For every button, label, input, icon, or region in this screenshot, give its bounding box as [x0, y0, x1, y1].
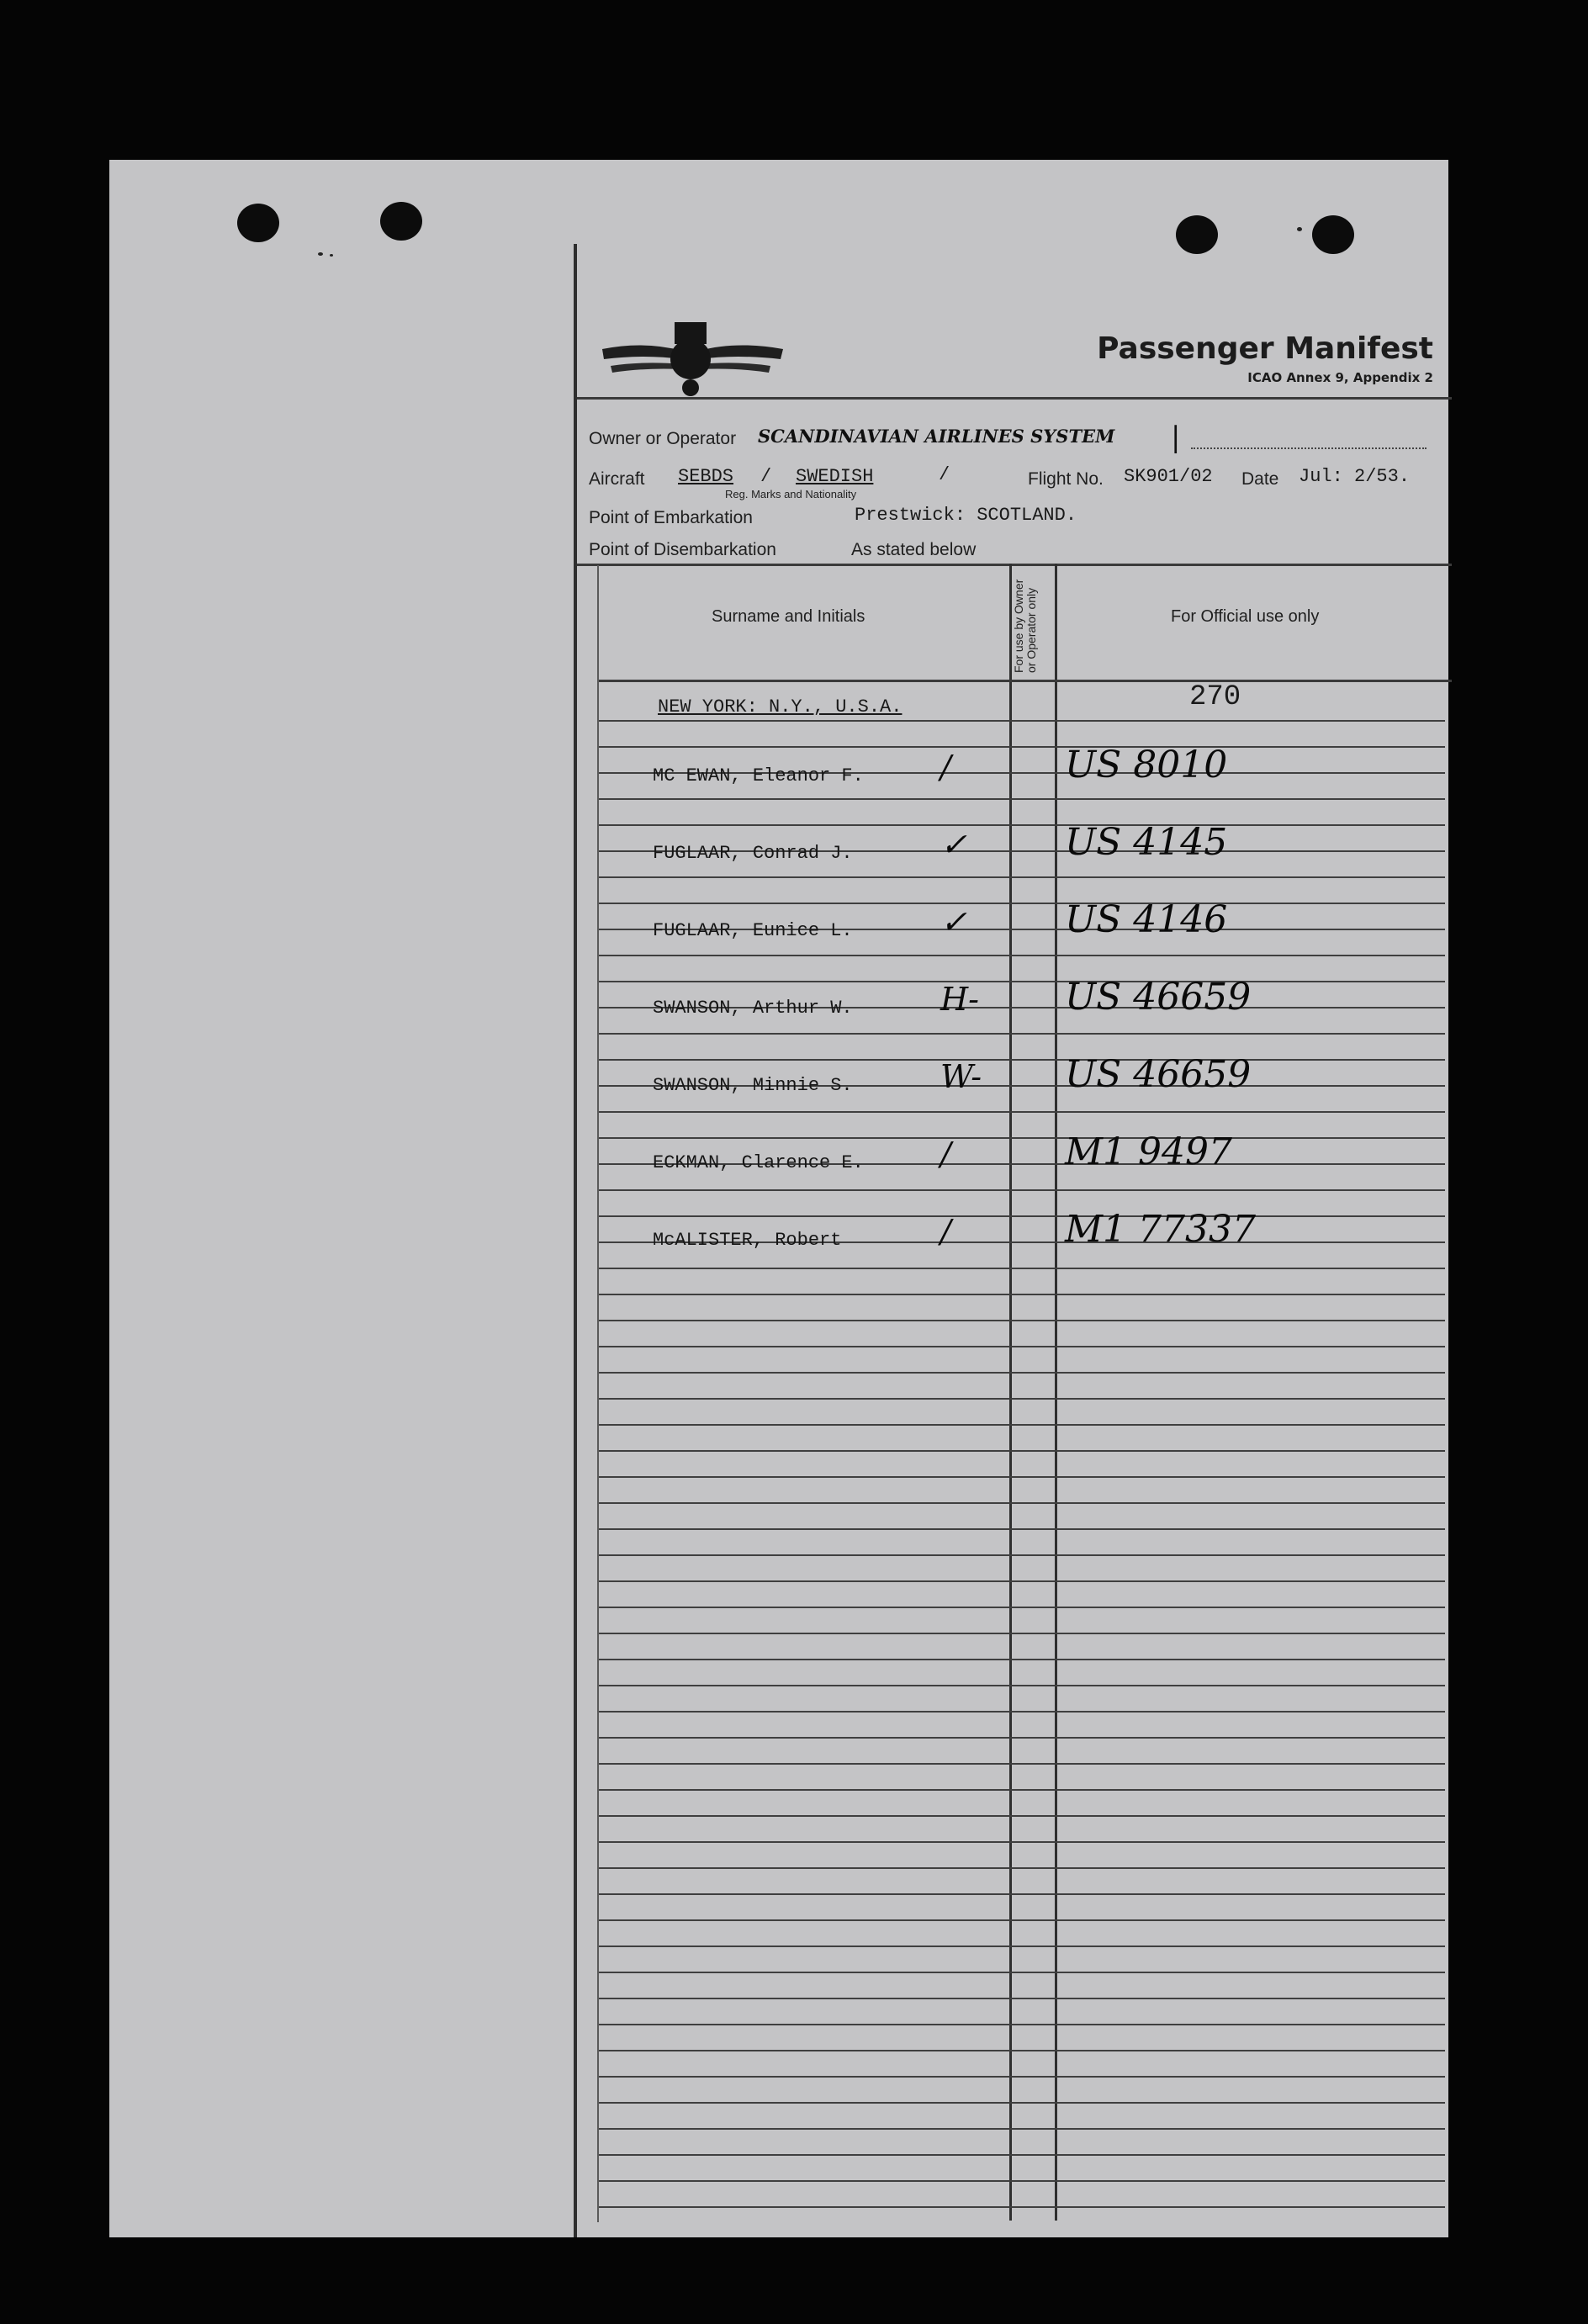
passenger-name: MC EWAN, Eleanor F. [653, 765, 864, 786]
ruled-line [597, 1268, 1445, 1269]
aircraft-slash: / [939, 464, 950, 485]
ruled-line [597, 2024, 1445, 2025]
ruled-line [597, 720, 1445, 722]
manifest-form [574, 244, 1452, 2237]
passenger-name: FUGLAAR, Conrad J. [653, 843, 853, 864]
ruled-line [597, 1346, 1445, 1347]
ruled-line [597, 1633, 1445, 1634]
passenger-name: ECKMAN, Clarence E. [653, 1152, 864, 1173]
ruled-line [597, 1737, 1445, 1739]
punch-hole [380, 202, 422, 241]
ruled-line [597, 903, 1445, 904]
owner-value: SCANDINAVIAN AIRLINES SYSTEM [758, 426, 1115, 447]
ruled-line [597, 1189, 1445, 1191]
speck [318, 252, 323, 256]
passenger-name: FUGLAAR, Eunice L. [653, 920, 853, 941]
ruled-line [597, 1607, 1445, 1608]
passenger-name: McALISTER, Robert [653, 1230, 842, 1251]
owner-label: Owner or Operator [589, 429, 737, 448]
ruled-line [597, 1972, 1445, 1973]
date-label: Date [1241, 469, 1279, 489]
ruled-line [597, 1294, 1445, 1295]
official-number: US 46659 [1065, 1053, 1252, 1096]
ruled-line [597, 1059, 1445, 1061]
operator-check-mark: / [940, 749, 951, 786]
divider [577, 397, 1452, 400]
ruled-line [597, 1137, 1445, 1139]
ruled-line [597, 1502, 1445, 1504]
form-subtitle: ICAO Annex 9, Appendix 2 [1247, 370, 1433, 385]
flight-value: SK901/02 [1124, 466, 1213, 487]
ruled-line [597, 1528, 1445, 1530]
aircraft-reg: SEBDS [678, 466, 734, 487]
ruled-line [597, 2206, 1445, 2208]
ruled-line [597, 1659, 1445, 1660]
owner-tick: | [1171, 421, 1181, 454]
ruled-line [597, 1711, 1445, 1713]
official-number: US 4145 [1065, 821, 1228, 864]
ruled-line [597, 1424, 1445, 1426]
ruled-line [597, 2154, 1445, 2156]
ruled-line [597, 981, 1445, 982]
official-number: M1 9497 [1065, 1130, 1233, 1173]
col-owner-header: For use by Owner or Operator only [1012, 579, 1038, 673]
operator-check-mark: W- [940, 1058, 982, 1095]
ruled-line [597, 1685, 1445, 1686]
official-number: M1 77337 [1065, 1208, 1257, 1251]
ruled-line [597, 2076, 1445, 2078]
ruled-line [597, 1398, 1445, 1400]
operator-check-mark: H- [940, 981, 979, 1018]
passenger-name: SWANSON, Minnie S. [653, 1075, 853, 1096]
aircraft-nationality: SWEDISH [796, 466, 874, 487]
destination-code: 270 [1189, 681, 1241, 713]
ruled-line [597, 1215, 1445, 1217]
ruled-line [597, 824, 1445, 826]
ruled-line [597, 1111, 1445, 1113]
speck [1297, 227, 1302, 231]
destination: NEW YORK: N.Y., U.S.A. [658, 696, 903, 717]
punch-hole [237, 204, 279, 242]
ruled-line [597, 798, 1445, 800]
ruled-line [597, 2102, 1445, 2104]
ruled-line [597, 746, 1445, 748]
official-number: US 8010 [1065, 744, 1228, 786]
reg-marks-caption: Reg. Marks and Nationality [725, 488, 857, 500]
ruled-line [597, 955, 1445, 956]
official-number: US 4146 [1065, 898, 1228, 941]
ruled-line [597, 1320, 1445, 1321]
embark-value: Prestwick: SCOTLAND. [855, 505, 1077, 526]
ruled-line [597, 2128, 1445, 2130]
aircraft-slash: / [760, 466, 772, 487]
disembark-value: As stated below [851, 540, 977, 559]
ruled-line [597, 1841, 1445, 1843]
ruled-line [597, 1945, 1445, 1947]
operator-check-mark: ✓ [940, 826, 967, 863]
ruled-line [597, 1580, 1445, 1582]
header-rule [597, 680, 1452, 682]
col-surname-header: Surname and Initials [712, 607, 865, 626]
owner-dotted-line [1191, 447, 1427, 449]
left-margin-line [597, 565, 599, 2222]
official-number: US 46659 [1065, 976, 1252, 1019]
speck [330, 254, 333, 257]
ruled-line [597, 2180, 1445, 2182]
ruled-line [597, 876, 1445, 878]
passenger-name: SWANSON, Arthur W. [653, 998, 853, 1019]
ruled-line [597, 1815, 1445, 1817]
embark-label: Point of Embarkation [589, 508, 753, 527]
operator-check-mark: / [940, 1136, 951, 1173]
ruled-line [597, 1476, 1445, 1478]
flight-label: Flight No. [1028, 469, 1104, 489]
airline-logo [594, 315, 787, 400]
ruled-line [597, 1867, 1445, 1869]
date-value: Jul: 2/53. [1299, 466, 1411, 487]
ruled-line [597, 2050, 1445, 2051]
form-title: Passenger Manifest [1097, 331, 1433, 366]
operator-check-mark: ✓ [940, 903, 967, 940]
ruled-line [597, 1893, 1445, 1895]
ruled-line [597, 1919, 1445, 1921]
aircraft-label: Aircraft [589, 469, 645, 489]
ruled-line [597, 1763, 1445, 1765]
ruled-line [597, 1033, 1445, 1035]
operator-check-mark: / [940, 1213, 951, 1250]
ruled-line [597, 1789, 1445, 1791]
ruled-line [597, 1450, 1445, 1452]
ruled-line [597, 1998, 1445, 1999]
disembark-label: Point of Disembarkation [589, 540, 776, 559]
table-top-rule [577, 564, 1452, 566]
ruled-line [597, 1554, 1445, 1556]
col-official-header: For Official use only [1171, 607, 1320, 626]
ruled-line [597, 1372, 1445, 1374]
